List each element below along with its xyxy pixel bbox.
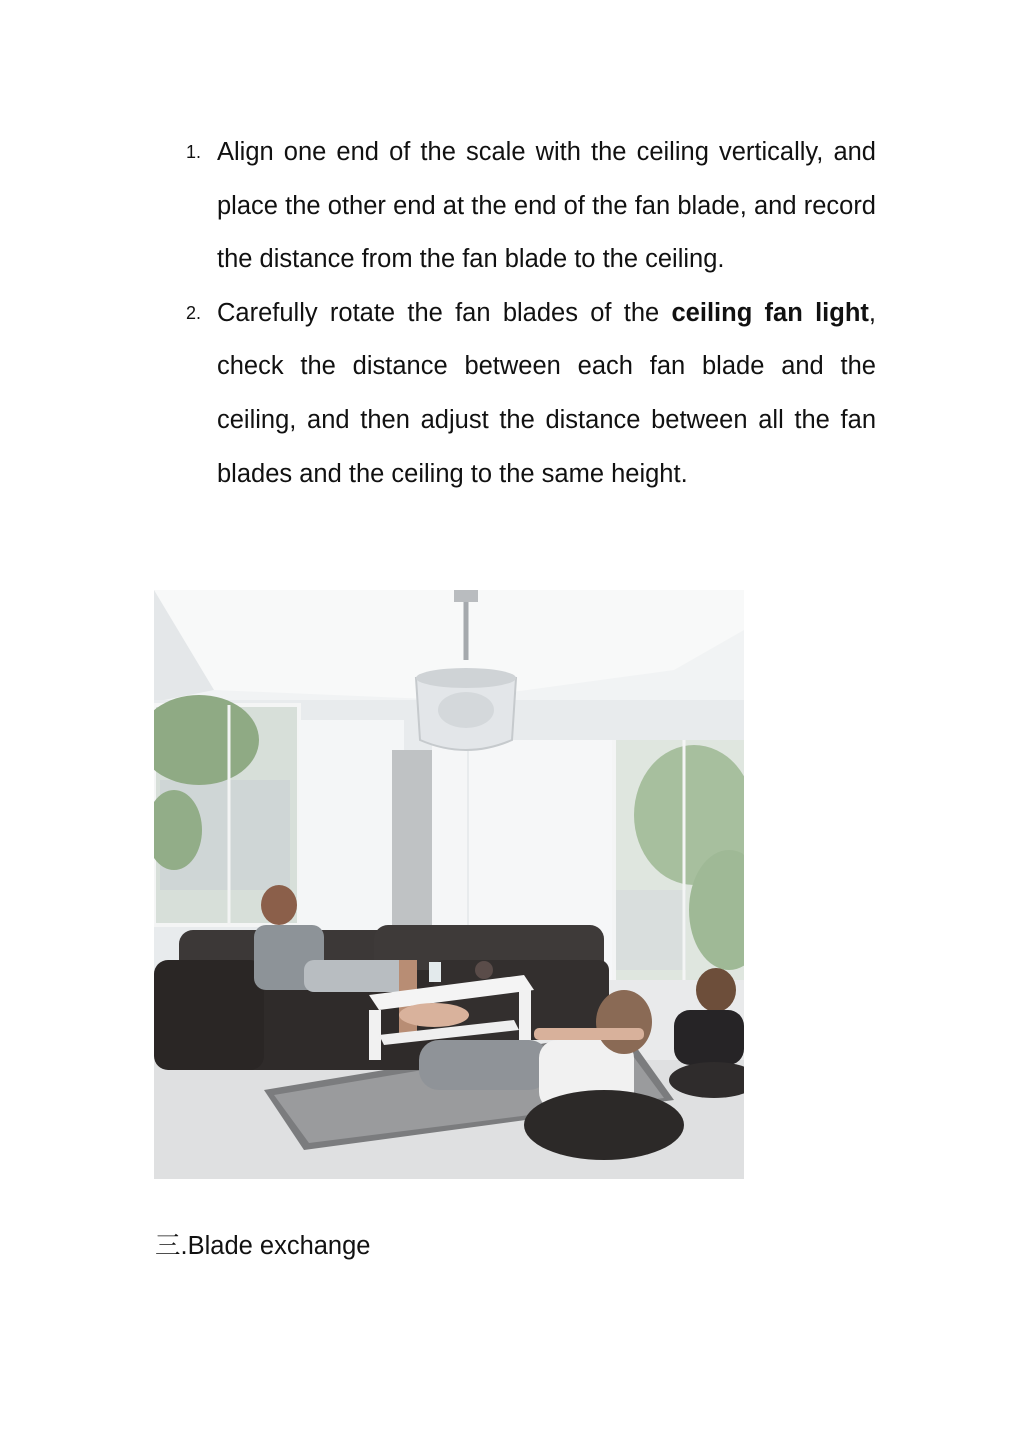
product-name-bold: ceiling fan light [671, 298, 869, 327]
list-number: 2. [186, 302, 202, 323]
living-room-photo [154, 590, 744, 1179]
step-text: Align one end of the scale with the ceiling vertically, and place the other end at the end of the fan blade, and record the distance from the fan blade to the ceiling. [217, 138, 876, 274]
list-item [186, 287, 876, 501]
instruction-list [186, 126, 876, 501]
step-text-start: Carefully rotate the fan blades of the [217, 298, 672, 327]
section-heading: 三.Blade exchange [155, 1232, 371, 1260]
list-item [186, 126, 876, 287]
list-number: 1. [186, 142, 202, 162]
step-text-end: , check the distance between each fan blade and the ceiling, and then adjust the distance between all the fan blades and the ceiling to the same height. [217, 298, 876, 488]
